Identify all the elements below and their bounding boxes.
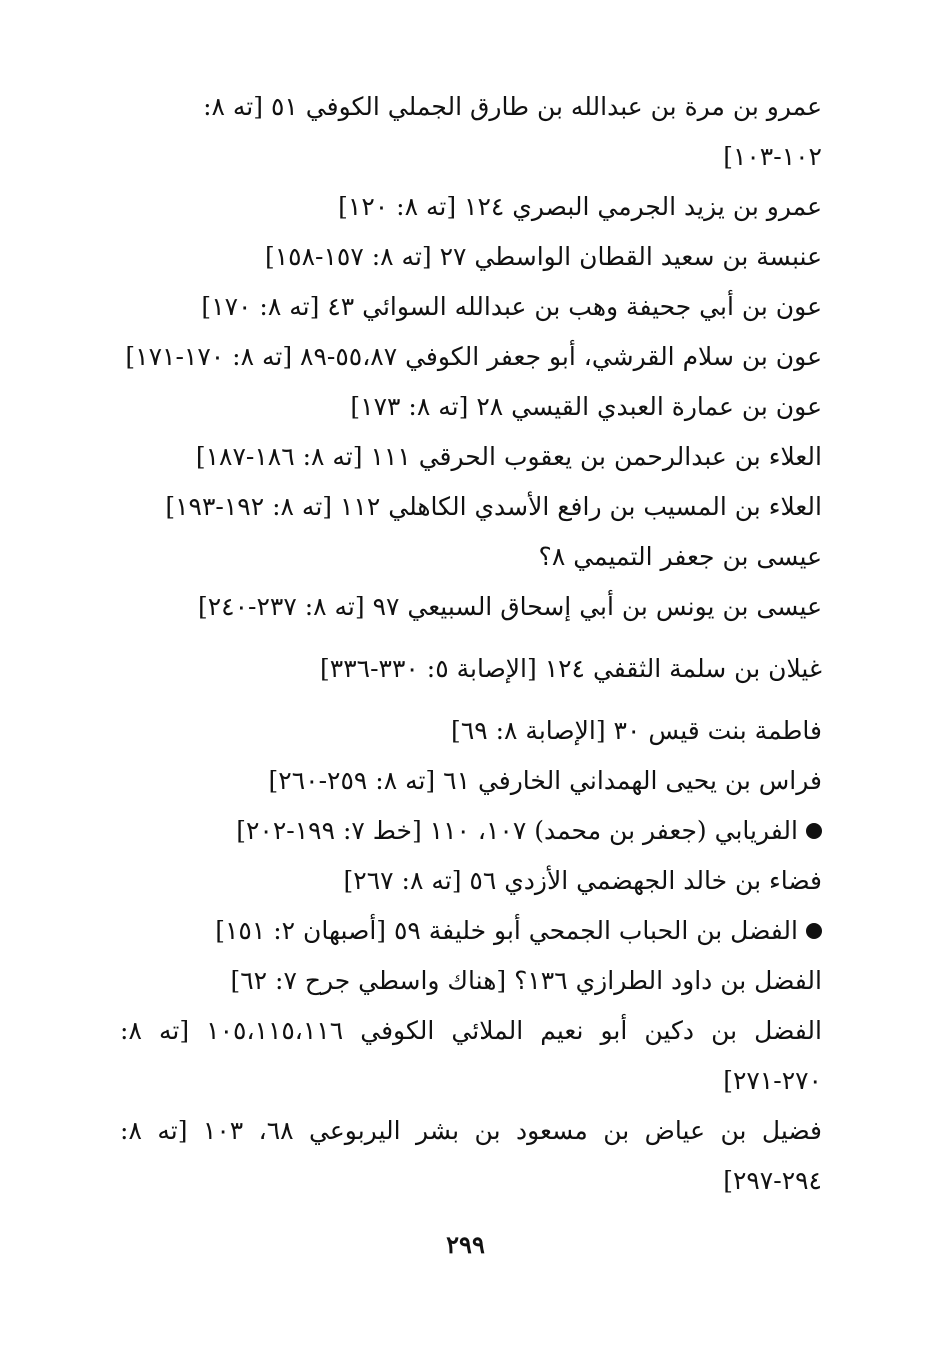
- index-entry: [120, 532, 822, 582]
- entry-text: الفضل بن الحباب الجمحي أبو خليفة ٥٩ [أصبهان ٢: ١٥١]: [215, 916, 798, 945]
- page-number: ٢٩٩: [446, 1230, 485, 1259]
- entry-text: الفضل بن داود الطرازي ١٣٦؟ [هناك واسطي جرح ٧: ٦٢]: [230, 966, 822, 995]
- entry-text: فضاء بن خالد الجهضمي الأزدي ٥٦ [ته ٨: ٢٦٧]: [343, 866, 822, 895]
- index-entry: [120, 644, 822, 694]
- index-entry: [120, 1106, 822, 1206]
- entry-text: عنبسة بن سعيد القطان الواسطي ٢٧ [ته ٨: ١٥٧-١٥٨]: [264, 242, 822, 271]
- entry-text: غيلان بن سلمة الثقفي ١٢٤ [الإصابة ٥: ٣٣٠-٣٣٦]: [320, 654, 822, 683]
- index-entry: [120, 956, 822, 1006]
- index-entry: [120, 232, 822, 282]
- entry-text: الفضل بن دكين أبو نعيم الملائي الكوفي ١٠٥،١١٥،١١٦ [ته ٨: ٢٧٠-٢٧١]: [120, 1016, 823, 1095]
- entry-text: عون بن سلام القرشي، أبو جعفر الكوفي ٥٥،٨٧-٨٩ [ته ٨: ١٧٠-١٧١]: [125, 342, 822, 371]
- entry-text: عمرو بن يزيد الجرمي البصري ١٢٤ [ته ٨: ١٢٠]: [338, 192, 822, 221]
- index-entry: [120, 582, 822, 632]
- index-entry: [120, 706, 822, 756]
- index-entry: [120, 332, 822, 382]
- entry-text: عيسى بن يونس بن أبي إسحاق السبيعي ٩٧ [ته ٨: ٢٣٧-٢٤٠]: [197, 592, 822, 621]
- entry-text: فراس بن يحيى الهمداني الخارفي ٦١ [ته ٨: ٢٥٩-٢٦٠]: [268, 766, 822, 795]
- entry-text: عون بن أبي جحيفة وهب بن عبدالله السوائي ٤٣ [ته ٨: ١٧٠]: [201, 292, 822, 321]
- index-entry: [120, 282, 822, 332]
- entry-text: الفريابي (جعفر بن محمد) ١٠٧، ١١٠ [خط ٧: ١٩٩-٢٠٢]: [236, 816, 798, 845]
- entry-text: فاطمة بنت قيس ٣٠ [الإصابة ٨: ٦٩]: [451, 716, 822, 745]
- bullet-icon: [806, 823, 822, 839]
- entry-text: عمرو بن مرة بن عبدالله بن طارق الجملي الكوفي ٥١ [ته ٨: ١٠٢-١٠٣]: [203, 92, 822, 171]
- index-entry: [120, 432, 822, 482]
- entry-text: العلاء بن عبدالرحمن بن يعقوب الحرقي ١١١ [ته ٨: ١٨٦-١٨٧]: [195, 442, 822, 471]
- index-entry: [120, 856, 822, 906]
- index-entry: [120, 482, 822, 532]
- index-entry: [120, 806, 822, 856]
- entry-text: عيسى بن جعفر التميمي ٨؟: [538, 542, 822, 571]
- entry-text: العلاء بن المسيب بن رافع الأسدي الكاهلي ١١٢ [ته ٨: ١٩٢-١٩٣]: [165, 492, 822, 521]
- index-entry: [120, 1006, 822, 1106]
- index-entry: [120, 82, 822, 182]
- index-entry: [120, 382, 822, 432]
- index-entry: [120, 906, 822, 956]
- entry-text: عون بن عمارة العبدي القيسي ٢٨ [ته ٨: ١٧٣]: [350, 392, 822, 421]
- entry-text: فضيل بن عياض بن مسعود بن بشر اليربوعي ٦٨، ١٠٣ [ته ٨: ٢٩٤-٢٩٧]: [120, 1116, 822, 1195]
- bullet-icon: [806, 923, 822, 939]
- index-entry: [120, 182, 822, 232]
- index-entry: [120, 756, 822, 806]
- index-entries: [120, 82, 822, 1206]
